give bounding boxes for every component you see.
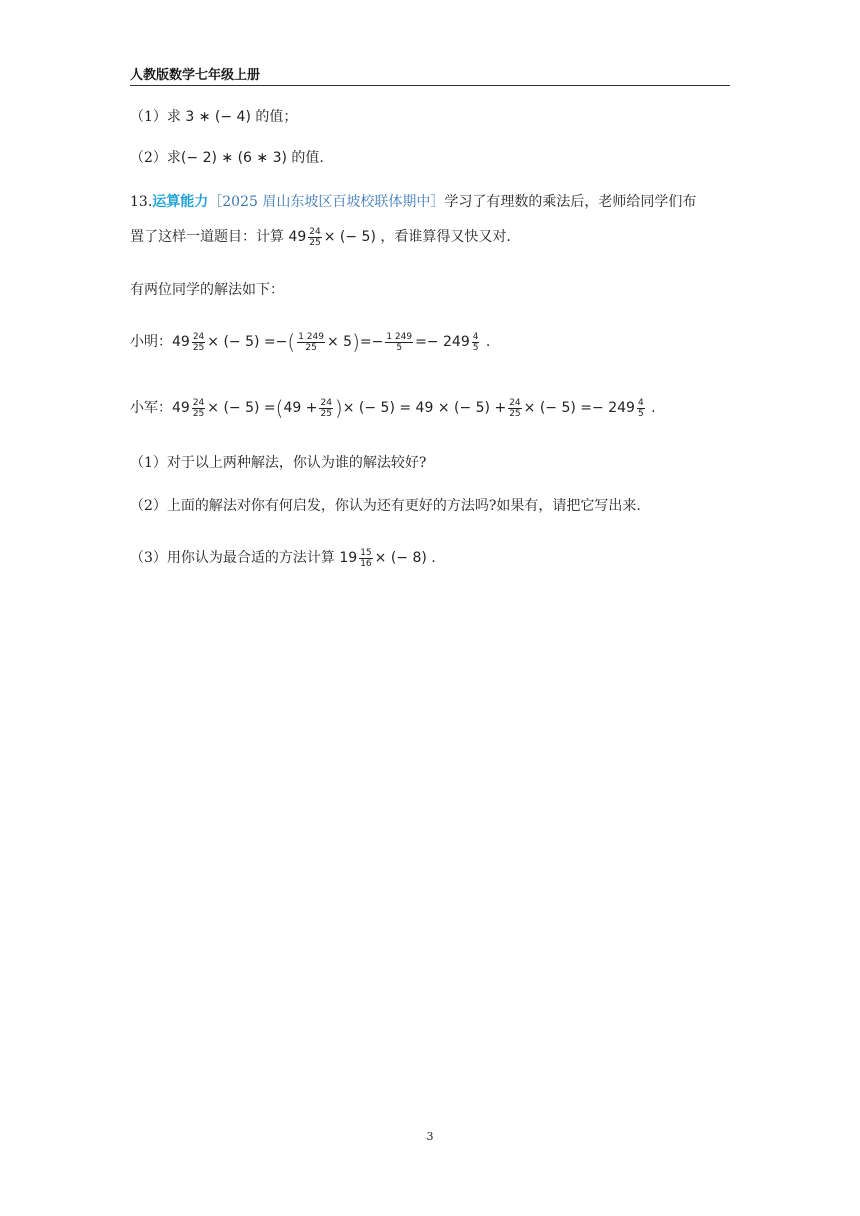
xiaojun-label: 小军： [130,400,172,416]
fraction-numerator: 15 [360,547,372,558]
q12-part2-tail: 的值. [286,150,324,166]
q12-part1-expr: 3 ∗ (− 4) [185,109,251,125]
q12-part2-expr: (− 2) ∗ (6 ∗ 3) [180,150,287,166]
q13-expr-rest: × (− 5) [323,229,376,245]
xj-a-fraction [192,398,205,419]
q13-sub3-whole: 19 [339,550,358,566]
q13-number: 13. [130,194,153,210]
xj-end: . [646,400,656,416]
q12-part2 [130,147,324,169]
xj-d-fraction [508,398,521,419]
fraction-numerator: 24 [509,397,521,408]
xiaoming-label: 小明： [130,334,172,350]
xj-f-fraction [637,398,645,419]
q13-sub2: （2）上面的解法对你有何启发，你认为还有更好的方法吗?如果有，请把它写出来. [130,498,641,514]
xm-c-pre: =− [359,334,384,350]
fraction-denominator: 25 [305,342,317,353]
q12-part1 [130,106,297,128]
xiaojun-solution [130,397,656,419]
q13-line2-tail: ，看谁算得又快又对. [375,229,511,245]
header-divider [130,85,730,86]
fraction-denominator: 25 [509,408,521,419]
fraction-denominator: 5 [396,342,403,353]
q13-sub3-rest: × (− 8) [374,550,427,566]
fraction-numerator: 24 [192,397,205,408]
q13-sub3-label: （3）用你认为最合适的方法计算 [130,550,340,566]
fraction-numerator: 24 [320,397,332,408]
fraction-numerator: 4 [472,331,479,342]
q13-line2-text: 置了这样一道题目：计算 [130,229,289,245]
q13-line2 [130,226,511,248]
fraction-denominator: 25 [309,237,321,248]
right-paren: ) [334,396,343,420]
xm-b-rest: × 5 [326,334,353,350]
right-paren: ) [352,330,360,354]
left-paren: ( [275,396,284,420]
xj-a-whole: 49 [172,400,190,416]
q13-tag: 运算能力 [152,194,209,210]
q13-expr-fraction [308,227,321,248]
q13-sub3-end: . [426,550,436,566]
q13-expr-whole: 49 [288,229,307,245]
xj-b-fraction [319,398,332,419]
xm-a-whole: 49 [172,334,190,350]
header-title: 人教版数学七年级上册 [130,68,261,83]
xm-b-fraction [297,332,325,353]
q13-sub1: （1）对于以上两种解法，你认为谁的解法较好? [130,455,427,471]
fraction-denominator: 25 [320,408,332,419]
xiaoming-solution [130,331,490,353]
q12-part1-tail: 的值； [250,109,298,125]
fraction-numerator: 1 249 [386,331,413,342]
q13-sub3 [130,547,436,569]
fraction-numerator: 4 [637,397,644,408]
xm-a-fraction [192,332,205,353]
xm-end: . [481,334,491,350]
xj-c-rest: × (− 5) = 49 × (− 5) + [342,400,507,416]
xm-a-rest: × (− 5) =− [207,334,288,350]
fraction-denominator: 25 [192,342,205,353]
xj-e-rest: × (− 5) =− 249 [523,400,635,416]
q13-intro: 有两位同学的解法如下： [130,282,284,298]
left-paren: ( [287,330,296,354]
fraction-numerator: 24 [309,226,321,237]
q12-part1-label: （1）求 [130,109,186,125]
xm-d-fraction [472,332,480,353]
q13-line1-text: 学习了有理数的乘法后，老师给同学们布 [444,194,697,210]
xm-c-fraction [385,332,413,353]
q13-line1 [130,191,696,213]
q13-sub3-fraction [359,548,372,569]
xm-d-pre: =− 249 [415,334,470,350]
xj-b-pre: 49 + [283,400,318,416]
fraction-denominator: 16 [360,558,372,569]
page-number: 3 [426,1130,434,1143]
fraction-numerator: 24 [192,331,205,342]
q13-source: ［2025 眉山东坡区百坡校联体期中］ [208,194,445,210]
fraction-numerator: 1 249 [298,331,324,342]
fraction-denominator: 5 [472,342,479,353]
fraction-denominator: 25 [192,408,205,419]
q12-part2-label: （2）求 [130,150,181,166]
fraction-denominator: 5 [637,408,644,419]
xj-a-rest: × (− 5) = [207,400,276,416]
